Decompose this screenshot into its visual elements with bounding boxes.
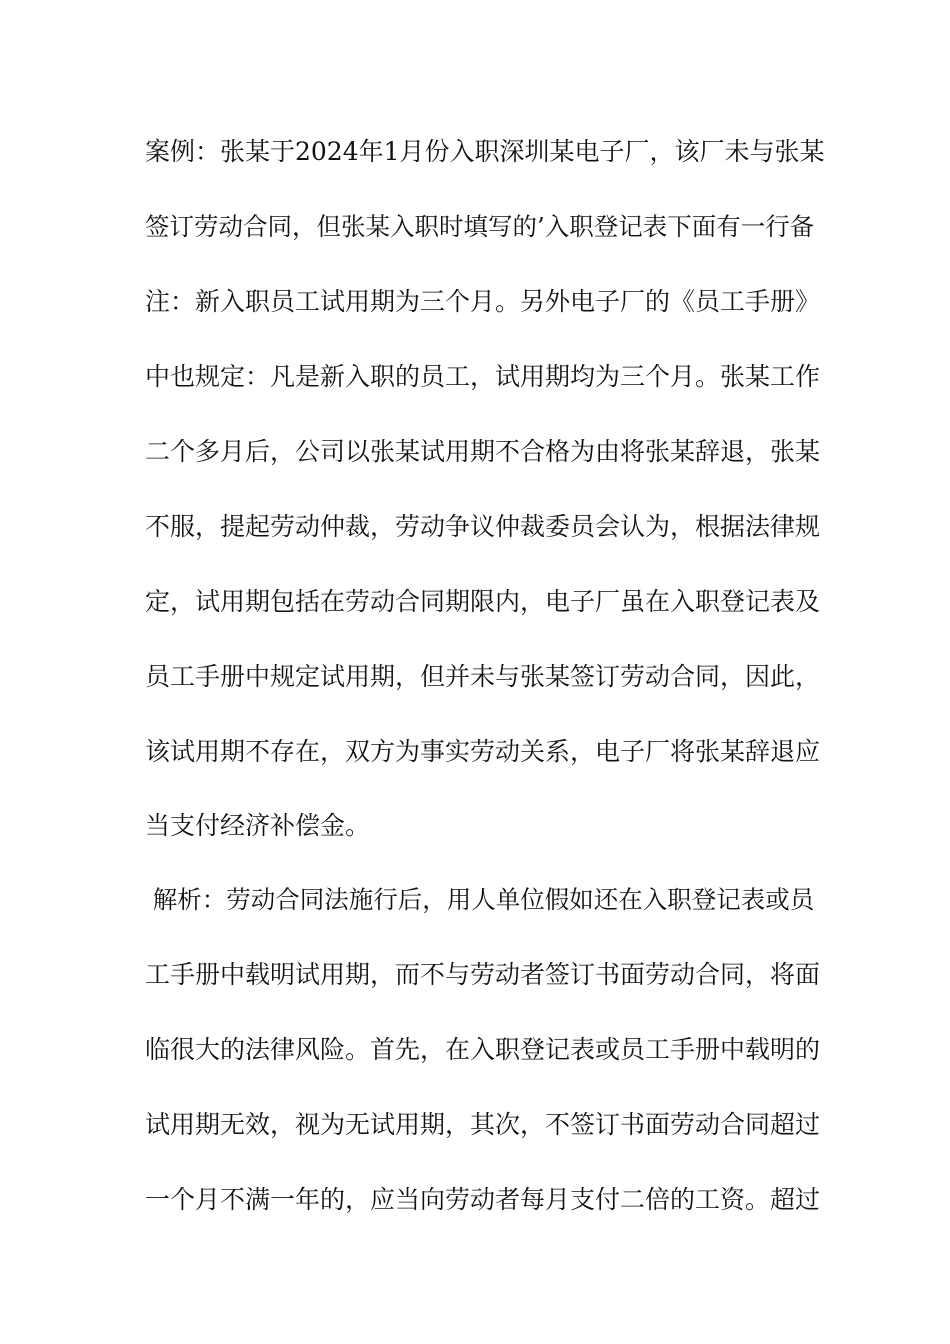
text-line: 该试用期不存在，双方为事实劳动关系，电子厂将张某辞退应 xyxy=(145,737,821,766)
text-line: 临很大的法律风险。首先，在入职登记表或员工手册中载明的 xyxy=(145,1035,821,1064)
text-line: 案例：张某于2024年1月份入职深圳某电子厂，该厂未与张某 xyxy=(145,137,825,166)
text-line: 当支付经济补偿金。 xyxy=(145,811,371,840)
text-line: 试用期无效，视为无试用期，其次，不签订书面劳动合同超过 xyxy=(145,1110,821,1139)
text-line: 不服，提起劳动仲裁，劳动争议仲裁委员会认为，根据法律规 xyxy=(145,512,821,541)
text-line: 注：新入职员工试用期为三个月。另外电子厂的《员工手册》 xyxy=(145,287,821,316)
text-line: 定，试用期包括在劳动合同期限内，电子厂虽在入职登记表及 xyxy=(145,587,821,616)
text-line: 签订劳动合同，但张某入职时填写的’入职登记表下面有一行备 xyxy=(145,212,815,241)
text-line: 二个多月后，公司以张某试用期不合格为由将张某辞退，张某 xyxy=(145,437,821,466)
text-line: 工手册中载明试用期，而不与劳动者签订书面劳动合同，将面 xyxy=(145,960,821,989)
text-line: 中也规定：凡是新入职的员工，试用期均为三个月。张某工作 xyxy=(145,362,821,391)
text-line: 解析：劳动合同法施行后，用人单位假如还在入职登记表或员 xyxy=(145,885,815,914)
text-line: 一个月不满一年的，应当向劳动者每月支付二倍的工资。超过 xyxy=(145,1185,821,1214)
text-line: 员工手册中规定试用期，但并未与张某签订劳动合同，因此， xyxy=(145,662,821,691)
